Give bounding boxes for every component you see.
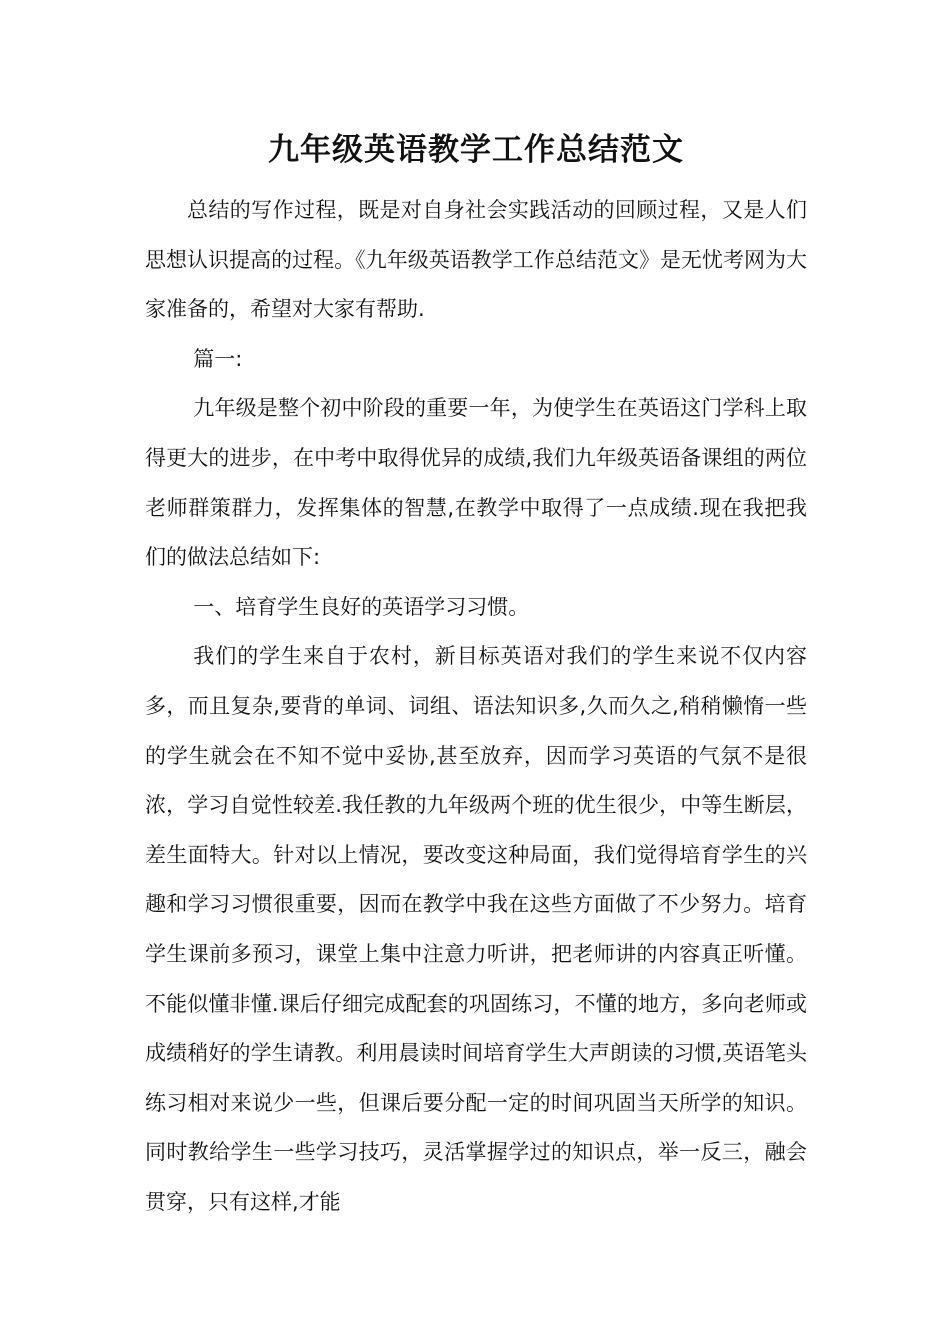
document-title: 九年级英语教学工作总结范文 [268, 132, 684, 168]
body-paragraph: 我们的学生来自于农村，新目标英语对我们的学生来说不仅内容多，而且复杂,要背的单词、词组、语法知识多,久而久之,稍稍懒惰一些的学生就会在不知不觉中妥协,甚至放弃，因而学习英语的气氛不是很浓，学习自觉性较差.我任教的九年级两个班的优生很少，中等生断层，差生面特大。针对以上情况，要改变这种局面，我们觉得培育学生的兴趣和学习习惯很重要，因而在教学中我在这些方面做了不少努力。培育学生课前多预习，课堂上集中注意力听讲，把老师讲的内容真正听懂。不能似懂非懂.课后仔细完成配套的巩固练习，不懂的地方，多向老师或成绩稍好的学生请教。利用晨读时间培育学生大声朗读的习惯,英语笔头练习相对来说少一些，但课后要分配一定的时间巩固当天所学的知识。同时教给学生一些学习技巧，灵活掌握学过的知识点，举一反三，融会贯穿，只有这样,才能 [145, 644, 807, 1214]
section-heading: 一、培育学生良好的英语学习习惯。 [193, 594, 530, 619]
document-page [145, 128, 807, 1227]
body-paragraph: 九年级是整个初中阶段的重要一年，为使学生在英语这门学科上取得更大的进步，在中考中取得优异的成绩,我们九年级英语备课组的两位老师群策群力，发挥集体的智慧,在教学中取得了一点成绩.现在我把我们的做法总结如下: [145, 396, 807, 570]
section-label: 篇一: [193, 346, 243, 371]
intro-paragraph: 总结的写作过程，既是对自身社会实践活动的回顾过程，又是人们思想认识提高的过程。《九年级英语教学工作总结范文》是无忧考网为大家准备的，希望对大家有帮助. [145, 198, 807, 322]
